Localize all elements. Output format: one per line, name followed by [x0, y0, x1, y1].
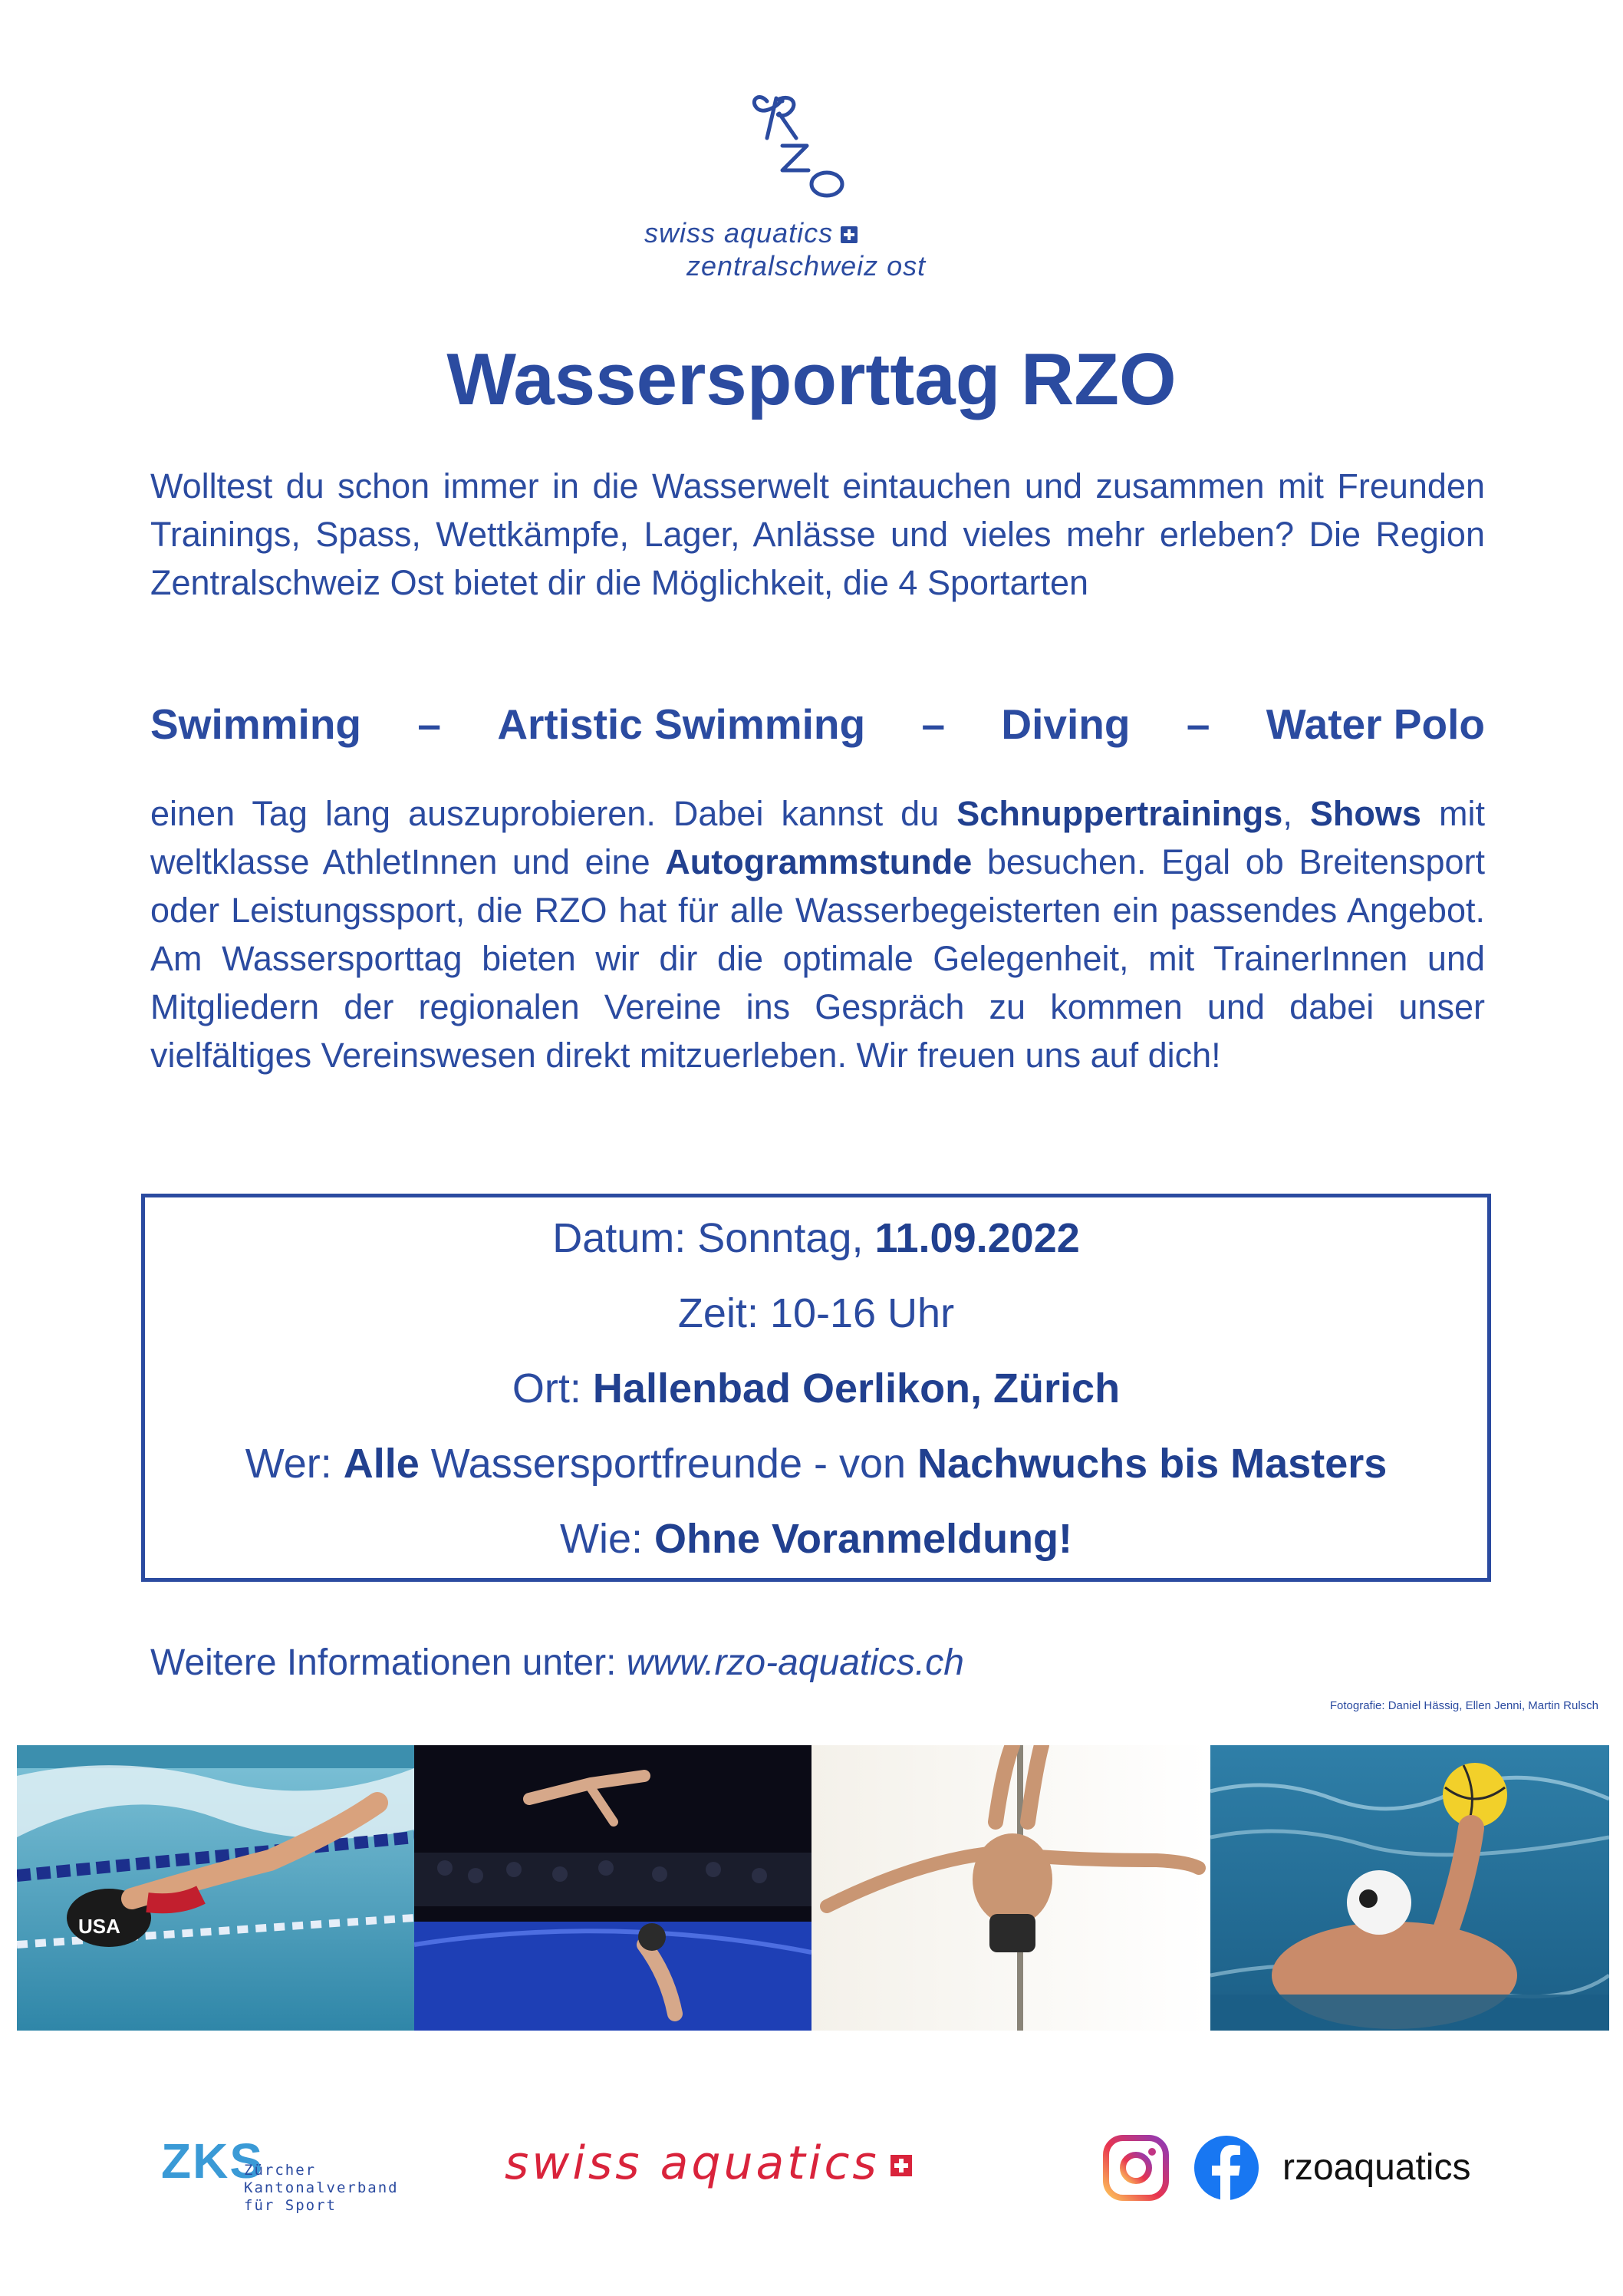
sport-diving: Diving — [1001, 700, 1131, 748]
social-handle[interactable]: rzoaquatics — [1282, 2147, 1471, 2188]
sport-artistic-swimming: Artistic Swimming — [497, 700, 866, 748]
photo-diving — [812, 1745, 1210, 2031]
body-text-2: , — [1282, 794, 1310, 833]
body-text-3: mit weltklasse AthletInnen und eine — [150, 794, 1485, 881]
event-info-box — [141, 1194, 1491, 1582]
sport-swimming: Swimming — [150, 700, 362, 748]
photo-swimming — [17, 1745, 414, 2031]
info-place — [145, 1365, 1487, 1412]
swiss-cross-icon — [891, 2155, 912, 2176]
website-link[interactable]: www.rzo-aquatics.ch — [626, 1642, 964, 1683]
swiss-aquatics-text: swiss aquatics — [505, 2136, 880, 2190]
swiss-cross-icon — [841, 226, 858, 243]
photo-artistic-swimming — [414, 1745, 812, 2031]
zks-full-name: Zürcher Kantonalverband für Sport — [244, 2162, 399, 2214]
more-info-label: Weitere Informationen unter: — [150, 1642, 627, 1683]
highlight-shows: Shows — [1309, 794, 1421, 833]
info-how-value: Ohne Voranmeldung! — [654, 1516, 1073, 1562]
highlight-schnuppertrainings: Schnuppertrainings — [956, 794, 1283, 833]
info-who-range: Nachwuchs bis Masters — [917, 1441, 1388, 1487]
body-text-4: besuchen. Egal ob Breitensport oder Leistungssport, die RZO hat für alle Wasserbegeisterten ein passendes Angebot. Am Wassersporttag bieten wir dir die optimale Gelegenheit, mit TrainerInnen und Mitgliedern der regionalen Vereine ins Gespräch zu kommen und dabei unser vielfältiges Vereinswesen direkt mitzuerleben. Wir freuen uns auf dich! — [150, 842, 1485, 1075]
facebook-icon[interactable] — [1193, 2135, 1259, 2201]
info-who-mid: Wassersportfreunde - von — [419, 1441, 918, 1487]
more-info-line — [150, 1642, 964, 1684]
swiss-aquatics-logo — [505, 2136, 912, 2190]
brand-line-2: zentralschweiz ost — [686, 250, 927, 282]
body-text-1: einen Tag lang auszuprobieren. Dabei kannst du — [150, 794, 957, 833]
sport-water-polo: Water Polo — [1266, 700, 1485, 748]
sport-separator: – — [1186, 700, 1210, 748]
sports-list — [150, 700, 1485, 749]
info-place-value: Hallenbad Oerlikon, Zürich — [592, 1365, 1121, 1412]
instagram-icon[interactable] — [1103, 2135, 1169, 2201]
sport-separator: – — [417, 700, 441, 748]
intro-paragraph: Wolltest du schon immer in die Wasserwelt eintauchen und zusammen mit Freunden Trainings, Spass, Wettkämpfe, Lager, Anlässe und vieles mehr erleben? Die Region Zentralschweiz Ost bietet dir die Möglichkeit, die 4 Sportarten — [150, 466, 1485, 602]
info-date — [145, 1214, 1487, 1262]
info-how-label: Wie: — [559, 1516, 654, 1562]
svg-text:USA: USA — [78, 1915, 120, 1938]
body-paragraph — [150, 789, 1485, 1079]
photo-water-polo — [1210, 1745, 1609, 2031]
info-date-value: 11.09.2022 — [874, 1215, 1080, 1261]
info-time: Zeit: 10-16 Uhr — [677, 1290, 955, 1336]
info-place-label: Ort: — [512, 1365, 593, 1412]
info-who-label: Wer: — [245, 1441, 344, 1487]
zks-logo — [161, 2133, 399, 2214]
photo-credit: Fotografie: Daniel Hässig, Ellen Jenni, Martin Rulsch — [1329, 1699, 1598, 1712]
info-date-label: Datum: Sonntag, — [552, 1215, 875, 1261]
rzo-logo — [736, 84, 859, 199]
info-how — [145, 1515, 1487, 1563]
info-who-all: Alle — [343, 1441, 420, 1487]
highlight-autogrammstunde: Autogrammstunde — [665, 842, 973, 881]
brand-line-1: swiss aquatics — [644, 217, 858, 249]
zks-abbreviation: ZKS — [161, 2133, 264, 2189]
page-title: Wassersporttag RZO — [446, 338, 1177, 420]
info-who — [145, 1440, 1487, 1487]
sport-separator: – — [921, 700, 946, 748]
